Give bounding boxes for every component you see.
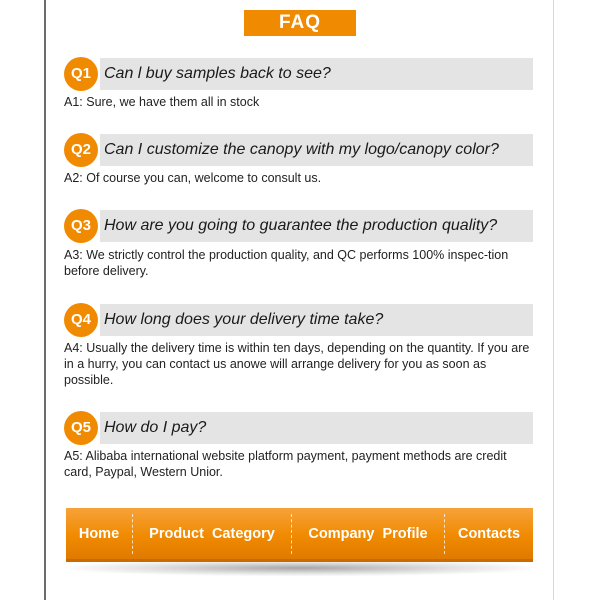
answer-text-2: A2: Of course you can, welcome to consult us.	[64, 171, 322, 185]
question-text-5: How do I pay?	[104, 419, 207, 436]
nav-link-company-profile[interactable]: Company Profile	[308, 525, 428, 542]
faq-title: FAQ	[244, 10, 356, 36]
bottom-nav-bar	[66, 508, 533, 562]
answer-text-3: A3: We strictly control the production quality, and QC performs 100% inspec-tion before delivery.	[64, 248, 509, 278]
left-divider-line	[44, 0, 46, 600]
question-badge-2: Q2	[64, 133, 98, 167]
answer-text-1: A1: Sure, we have them all in stock	[64, 95, 260, 109]
question-text-2: Can I customize the canopy with my logo/canopy color?	[104, 141, 499, 158]
question-text-3: How are you going to guarantee the production quality?	[104, 217, 498, 234]
nav-bar-shadow	[70, 560, 530, 576]
nav-link-product-category[interactable]: Product Category	[149, 525, 275, 542]
nav-link-home[interactable]: Home	[78, 525, 120, 542]
question-text-1: Can l buy samples back to see?	[104, 65, 331, 82]
question-badge-1: Q1	[64, 57, 98, 91]
question-badge-4: Q4	[64, 303, 98, 337]
answer-text-4: A4: Usually the delivery time is within ten days, depending on the quantity. If you are in a hurry, you can contact us anowe will arrange delivery for you as soon as possible.	[64, 341, 530, 387]
question-badge-5: Q5	[64, 411, 98, 445]
right-divider-line	[553, 0, 554, 600]
question-text-4: How long does your delivery time take?	[104, 311, 384, 328]
nav-link-contacts[interactable]: Contacts	[457, 525, 521, 542]
answer-text-5: A5: Alibaba international website platform payment, payment methods are credit card, Paypal, Western Unior.	[64, 449, 507, 479]
question-badge-3: Q3	[64, 209, 98, 243]
